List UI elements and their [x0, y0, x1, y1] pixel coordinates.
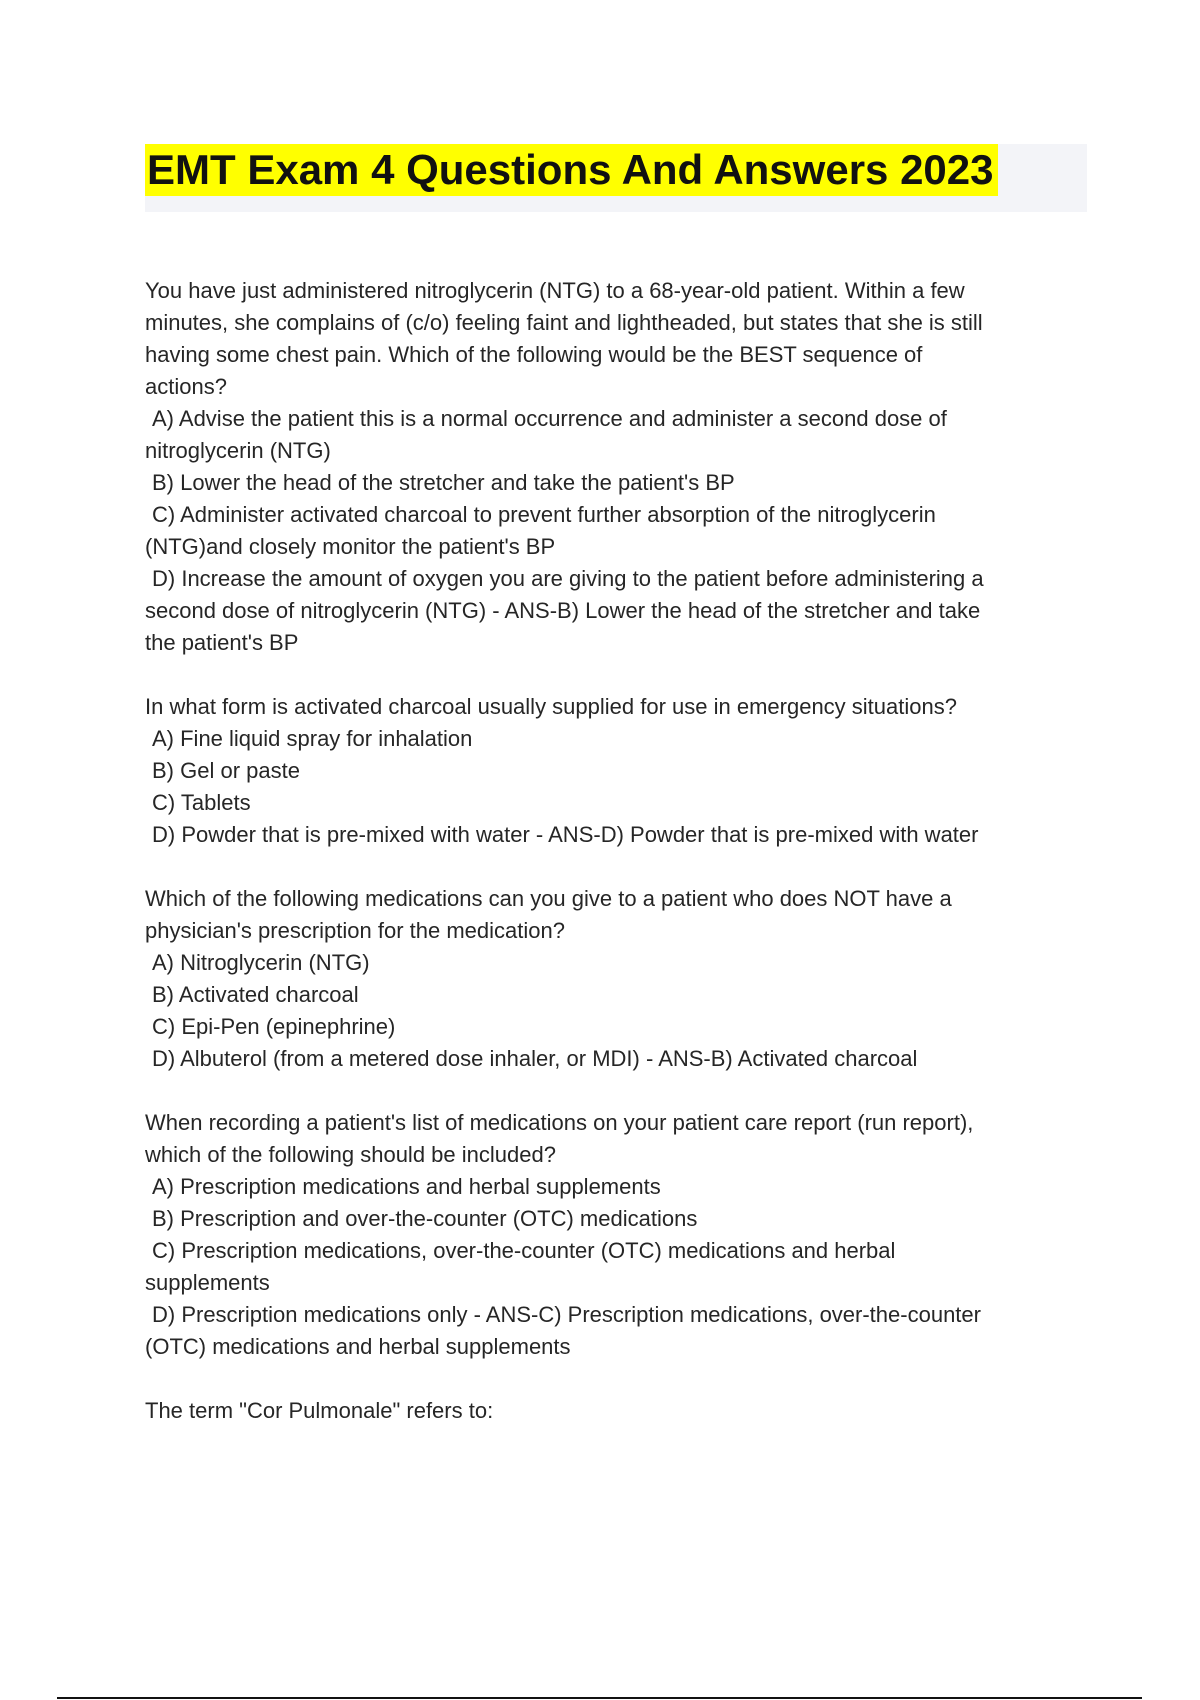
question-1-option-c-cont: (NTG)and closely monitor the patient's BP [145, 534, 556, 559]
question-1-option-a-cont: nitroglycerin (NTG) [145, 438, 331, 463]
question-4-option-d: D) Prescription medications only - ANS-C) Prescription medications, over-the-counter [152, 1302, 981, 1327]
question-3-stem-line-2: physician's prescription for the medication? [145, 918, 565, 943]
question-1-stem-line-4: actions? [145, 374, 227, 399]
question-4-option-a: A) Prescription medications and herbal supplements [152, 1174, 661, 1199]
question-1-option-c: C) Administer activated charcoal to prevent further absorption of the nitroglycerin [152, 502, 936, 527]
question-4-stem-line-2: which of the following should be included? [145, 1142, 556, 1167]
question-4-option-c: C) Prescription medications, over-the-counter (OTC) medications and herbal [152, 1238, 896, 1263]
question-1-stem-line-2: minutes, she complains of (c/o) feeling faint and lightheaded, but states that she is still [145, 310, 983, 335]
question-4-answer-cont: (OTC) medications and herbal supplements [145, 1334, 571, 1359]
question-2-stem-line-1: In what form is activated charcoal usually supplied for use in emergency situations? [145, 694, 957, 719]
question-1-option-d: D) Increase the amount of oxygen you are giving to the patient before administering a [152, 566, 984, 591]
question-2-option-b: B) Gel or paste [152, 758, 300, 783]
question-1-answer-cont: the patient's BP [145, 630, 299, 655]
question-1-stem-line-3: having some chest pain. Which of the following would be the BEST sequence of [145, 342, 923, 367]
question-2-option-c: C) Tablets [152, 790, 251, 815]
question-3-option-a: A) Nitroglycerin (NTG) [152, 950, 370, 975]
question-1-stem-line-1: You have just administered nitroglycerin (NTG) to a 68-year-old patient. Within a few [145, 278, 965, 303]
question-3-option-c: C) Epi-Pen (epinephrine) [152, 1014, 396, 1039]
question-3-option-b: B) Activated charcoal [152, 982, 359, 1007]
question-2-option-a: A) Fine liquid spray for inhalation [152, 726, 473, 751]
question-block-4 [145, 1107, 1085, 1363]
question-block-1 [145, 275, 1085, 659]
question-1-option-b: B) Lower the head of the stretcher and take the patient's BP [152, 470, 735, 495]
page-title: EMT Exam 4 Questions And Answers 2023 [145, 144, 998, 196]
question-block-2 [145, 691, 1085, 851]
question-block-3 [145, 883, 1085, 1075]
title-band [145, 144, 1087, 212]
questions-list [145, 275, 1085, 1459]
question-5-stem-line-1: The term "Cor Pulmonale" refers to: [145, 1398, 494, 1423]
question-block-5 [145, 1395, 1085, 1427]
question-3-stem-line-1: Which of the following medications can you give to a patient who does NOT have a [145, 886, 952, 911]
question-4-option-b: B) Prescription and over-the-counter (OTC) medications [152, 1206, 698, 1231]
question-4-option-c-cont: supplements [145, 1270, 270, 1295]
question-1-option-a: A) Advise the patient this is a normal occurrence and administer a second dose of [152, 406, 947, 431]
question-2-option-d: D) Powder that is pre-mixed with water - ANS-D) Powder that is pre-mixed with water [152, 822, 979, 847]
footer-divider [57, 1697, 1142, 1699]
question-1-option-d-cont: second dose of nitroglycerin (NTG) - ANS-B) Lower the head of the stretcher and take [145, 598, 981, 623]
question-3-option-d: D) Albuterol (from a metered dose inhaler, or MDI) - ANS-B) Activated charcoal [152, 1046, 918, 1071]
question-4-stem-line-1: When recording a patient's list of medications on your patient care report (run report), [145, 1110, 974, 1135]
